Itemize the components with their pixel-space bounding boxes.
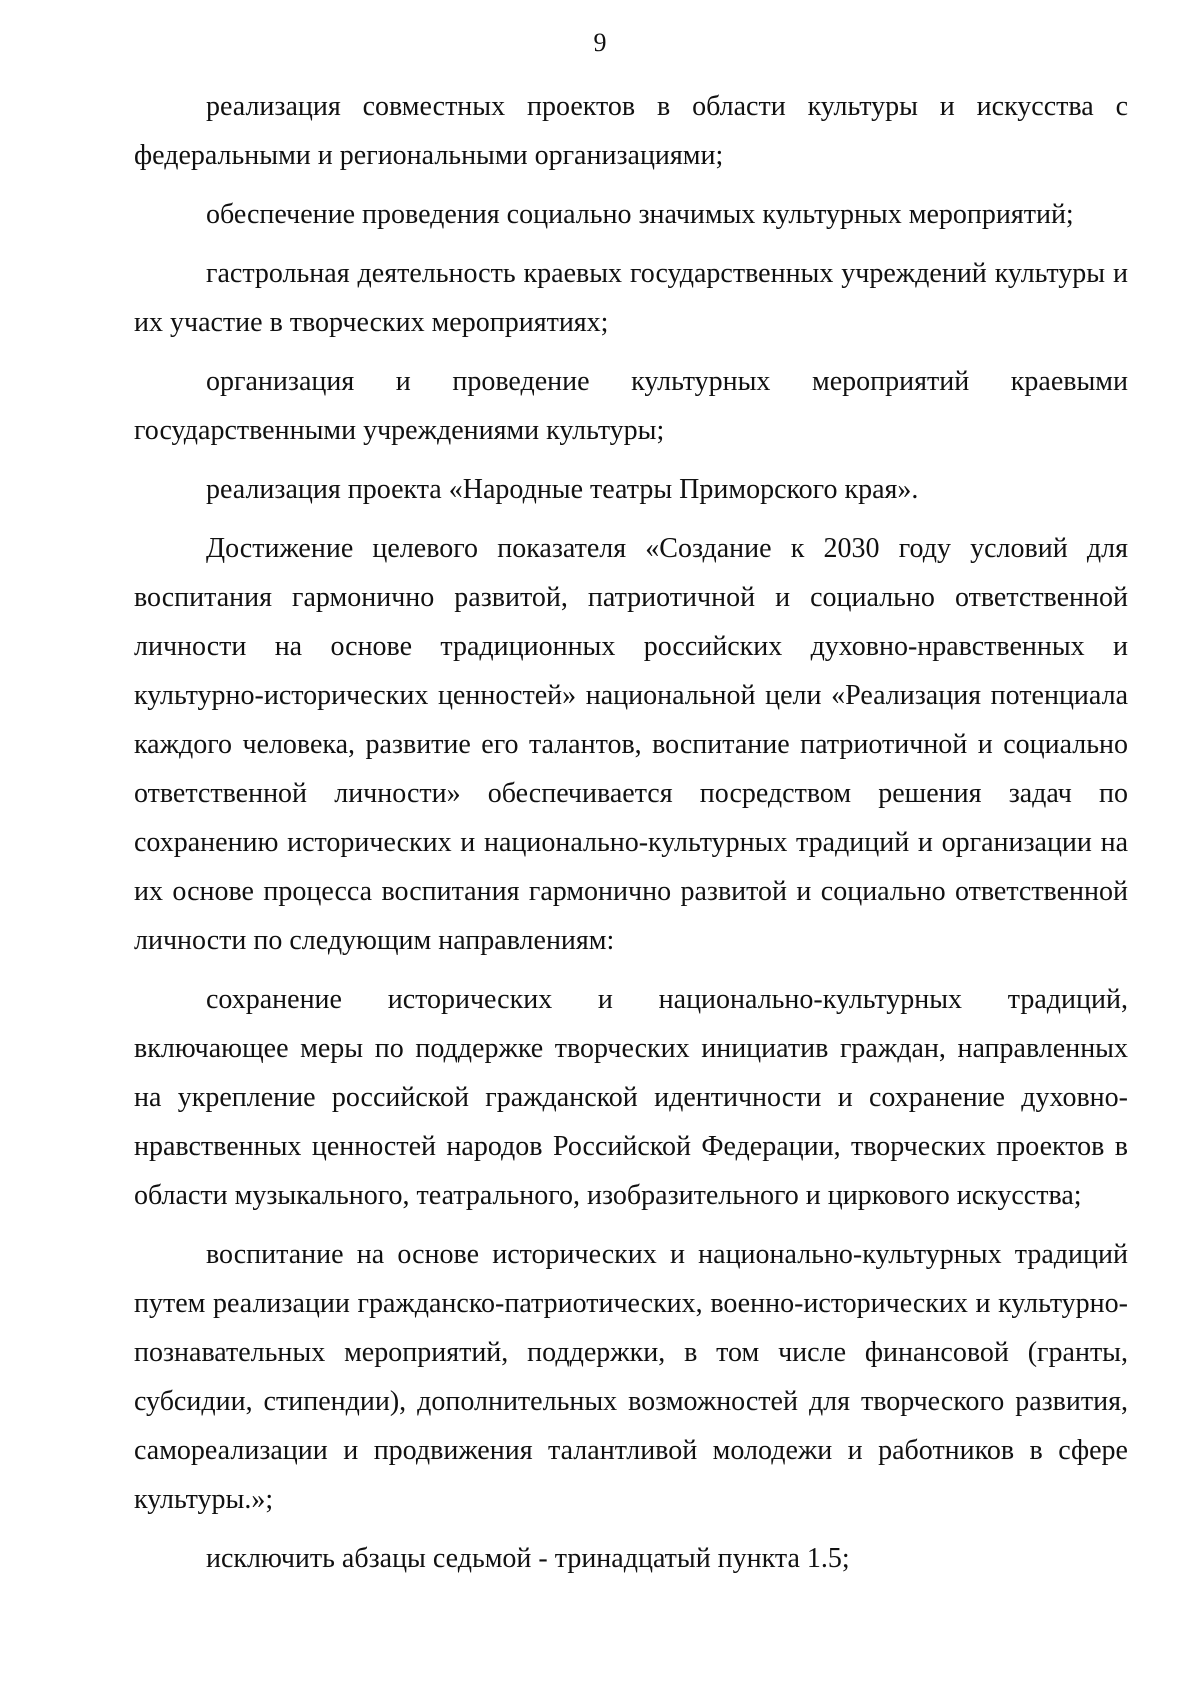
paragraph-target-indicator: Достижение целевого показателя «Создание к 2030 году условий для воспитания гармонично развитой, патриотичной и социально ответственной личности на основе традиционных российских духовно-нравственных и культурно-исторических ценностей» национальной цели «Реализация потенциала каждого человека, развитие его талантов, воспитание патриотичной и социально ответственной личности» обеспечивается посредством решения задач по сохранению исторических и национально-культурных традиций и организации на их основе процесса воспитания гармонично развитой и социально ответственной личности по следующим направлениям: [134, 533, 1128, 956]
paragraph-significant-events: обеспечение проведения социально значимых культурных мероприятий; [206, 199, 1074, 230]
paragraph-exclude-clauses: исключить абзацы седьмой - тринадцатый пункта 1.5; [206, 1543, 850, 1574]
paragraph-joint-projects: реализация совместных проектов в области культуры и искусства с федеральными и региональными организациями; [134, 91, 1128, 171]
paragraph-education-traditions: воспитание на основе исторических и национально-культурных традиций путем реализации гражданско-патриотических, военно-исторических и культурно-познавательных мероприятий, поддержки, в том числе финансовой (гранты, субсидии, стипендии), дополнительных возможностей для творческого развития, самореализации и продвижения талантливой молодежи и работников в сфере культуры.»; [134, 1239, 1128, 1515]
paragraph-touring-activity: гастрольная деятельность краевых государственных учреждений культуры и их участие в творческих мероприятиях; [134, 258, 1128, 338]
paragraph-folk-theaters-project: реализация проекта «Народные театры Приморского края». [206, 474, 919, 505]
document-body [134, 82, 1128, 1593]
page-number: 9 [593, 28, 607, 57]
paragraph-preservation-traditions: сохранение исторических и национально-культурных традиций, включающее меры по поддержке творческих инициатив граждан, направленных на укрепление российской гражданской идентичности и сохранение духовно-нравственных ценностей народов Российской Федерации, творческих проектов в области музыкального, театрального, изобразительного и циркового искусства; [134, 984, 1128, 1211]
paragraph-organization-events: организация и проведение культурных мероприятий краевыми государственными учреждениями культуры; [134, 366, 1128, 446]
